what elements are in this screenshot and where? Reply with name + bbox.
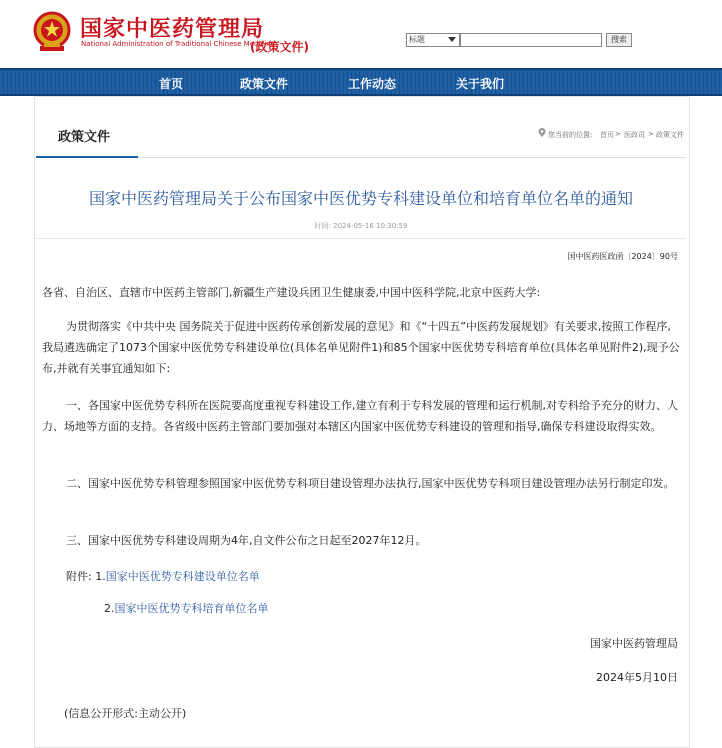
search-button[interactable]: 搜索 xyxy=(606,33,632,47)
tab-policy-documents[interactable]: 政策文件 xyxy=(58,130,111,145)
search-scope-value: 标题 xyxy=(409,35,425,44)
breadcrumb-separator: > xyxy=(648,130,654,138)
main-nav xyxy=(0,68,722,96)
chevron-down-icon xyxy=(448,37,456,42)
salutation: 各省、自治区、直辖市中医药主管部门,新疆生产建设兵团卫生健康委,中国中医科学院,北京中医药大学: xyxy=(42,286,541,299)
annex-one-number: 1. xyxy=(95,570,106,583)
annex-one xyxy=(66,566,260,587)
clause-two: 二、国家中医优势专科管理参照国家中医优势专科项目建设管理办法执行,国家中医优势专科项目建设管理办法另行制定印发。 xyxy=(66,477,675,490)
annex-two-link[interactable]: 国家中医优势专科培育单位名单 xyxy=(114,602,269,615)
publish-time-label: 时间: xyxy=(314,222,331,230)
document-number: 国中医药医政函〔2024〕90号 xyxy=(567,252,678,261)
disclosure-form: (信息公开形式:主动公开) xyxy=(64,707,187,720)
national-emblem-icon xyxy=(32,10,72,54)
intro-paragraph: 为贯彻落实《中共中央 国务院关于促进中医药传承创新发展的意见》和《“十四五”中医药发展规划》有关要求,按照工作程序,我局遴选确定了1073个国家中医优势专科建设单位(具体名单见附件1)和85个国家中医优势专科培育单位(具体名单见附件2),现予公布,并就有关事宜通知如下: xyxy=(42,320,680,375)
site-name-english: National Administration of Traditional Chinese Medicine xyxy=(81,40,275,48)
nav-item-home[interactable]: 首页 xyxy=(159,77,184,91)
issue-date: 2024年5月10日 xyxy=(596,671,678,684)
issuing-authority: 国家中医药管理局 xyxy=(590,637,678,650)
clause-one: 一、各国家中医优势专科所在医院要高度重视专科建设工作,建立有利于专科发展的管理和运行机制,对专科给予充分的财力、人力、场地等方面的支持。各省级中医药主管部门要加强对本辖区内国家中医优势专科建设的管理和指导,确保专科建设取得实效。 xyxy=(42,399,678,433)
section-tag: (政策文件) xyxy=(250,40,309,54)
nav-item-about[interactable]: 关于我们 xyxy=(456,77,505,91)
search-scope-select[interactable] xyxy=(406,33,460,47)
nav-item-news[interactable]: 工作动态 xyxy=(348,77,397,91)
breadcrumb-prefix: 您当前的位置: xyxy=(548,131,593,139)
article-title: 国家中医药管理局关于公布国家中医优势专科建设单位和培育单位名单的通知 xyxy=(88,189,633,208)
site-name[interactable]: 国家中医药管理局 xyxy=(80,16,265,42)
breadcrumb-separator: > xyxy=(615,130,621,138)
publish-time: 2024-05-16 10:30:59 xyxy=(333,222,408,230)
breadcrumb-item-department[interactable]: 医政司 xyxy=(624,131,645,139)
location-pin-icon xyxy=(538,128,546,137)
article-meta xyxy=(0,221,722,231)
tab-active-indicator xyxy=(36,156,138,158)
annex-label: 附件: xyxy=(66,570,92,583)
annex-one-link[interactable]: 国家中医优势专科建设单位名单 xyxy=(105,570,260,583)
annex-two-number: 2. xyxy=(104,602,115,615)
clause-three: 三、国家中医优势专科建设周期为4年,自文件公布之日起至2027年12月。 xyxy=(66,534,427,547)
annex-two xyxy=(104,598,269,619)
nav-item-policy[interactable]: 政策文件 xyxy=(240,77,289,91)
breadcrumb-item-home[interactable]: 首页 xyxy=(600,131,614,139)
site-header xyxy=(0,0,722,68)
breadcrumb-item-current[interactable]: 政策文件 xyxy=(656,131,684,139)
search-input[interactable] xyxy=(460,33,602,47)
meta-divider xyxy=(36,238,686,239)
